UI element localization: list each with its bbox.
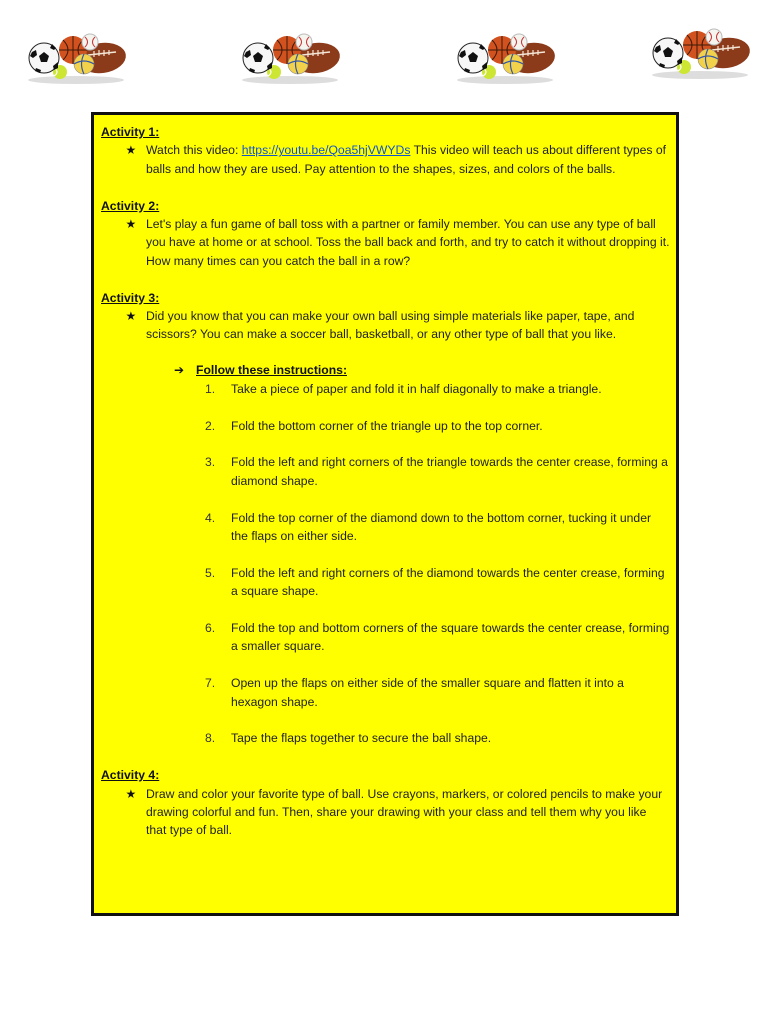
activity-2-heading: Activity 2: [101,198,160,213]
activity-3-heading: Activity 3: [101,290,160,305]
step-text: Fold the top corner of the diamond down to the bottom corner, tucking it under the flaps on either side. [231,510,652,543]
step-text: Fold the left and right corners of the triangle towards the center crease, forming a diamond shape. [231,455,668,488]
instruction-steps-list [101,380,670,748]
activity-2-item [101,215,670,270]
step-text: Fold the left and right corners of the diamond towards the center crease, forming a square shape. [231,565,665,599]
instruction-step [101,453,670,490]
instruction-step [101,417,670,435]
sports-balls-image-3 [453,28,557,88]
star-bullet-icon: ★ [125,216,137,231]
star-bullet-icon: ★ [125,143,137,158]
activities-box [91,112,679,916]
instruction-step [101,564,670,601]
step-text: Open up the flaps on either side of the smaller square and flatten it into a hexagon shape. [231,676,624,709]
activity-1-item [101,141,670,178]
sports-balls-image-4 [648,23,752,83]
instruction-step [101,674,670,711]
activity-1-heading: Activity 1: [101,125,160,139]
activity-4-text: Draw and color your favorite type of ball. Use crayons, markers, or colored pencils to make your drawing colorful and fun. Then, share your drawing with your class and tell them why you like that type of ball. [146,786,663,838]
step-text: Take a piece of paper and fold it in half diagonally to make a triangle. [231,381,602,396]
step-text: Fold the bottom corner of the triangle up to the top corner. [231,418,543,433]
step-number: 4. [205,510,216,525]
instructions-header [101,361,670,380]
activity-4-heading: Activity 4: [101,768,160,783]
step-number: 3. [205,455,216,470]
instruction-step [101,619,670,656]
step-text: Fold the top and bottom corners of the square towards the center crease, forming a smaller square. [231,621,670,654]
step-number: 8. [205,731,216,746]
activity-4-item [101,785,670,840]
activity-3-text: Did you know that you can make your own ball using simple materials like paper, tape, and scissors? You can make a soccer ball, basketball, or any other type of ball that you like. [146,308,635,342]
instructions-title: Follow these instructions: [196,362,347,377]
instruction-step [101,509,670,546]
star-bullet-icon: ★ [125,308,137,323]
step-text: Tape the flaps together to secure the ball shape. [231,731,492,746]
step-number: 2. [205,418,216,433]
instruction-step [101,729,670,747]
step-number: 6. [205,621,216,635]
activity-2-text: Let's play a fun game of ball toss with a partner or family member. You can use any type of ball you have at home or at school. Toss the ball back and forth, and try to catch it without dropping it. How many times can you catch the ball in a row? [146,216,670,268]
star-bullet-icon: ★ [125,786,137,801]
step-number: 7. [205,676,216,691]
activity-1-text: This video will teach us about different types of balls and how they are used. Pay attention to the shapes, sizes, and colors of the balls. [146,143,667,176]
arrow-bullet-icon: ➔ [174,362,185,377]
sports-balls-banner [0,0,768,100]
step-number: 5. [205,565,216,580]
step-number: 1. [205,381,216,396]
activity-1-prefix: Watch this video: [146,143,242,158]
activity-3-item [101,307,670,344]
sports-balls-image-2 [238,28,342,88]
video-link[interactable]: https://youtu.be/Qoa5hjVWYDs [241,143,411,158]
sports-balls-image-1 [24,28,128,88]
instruction-step [101,380,670,398]
